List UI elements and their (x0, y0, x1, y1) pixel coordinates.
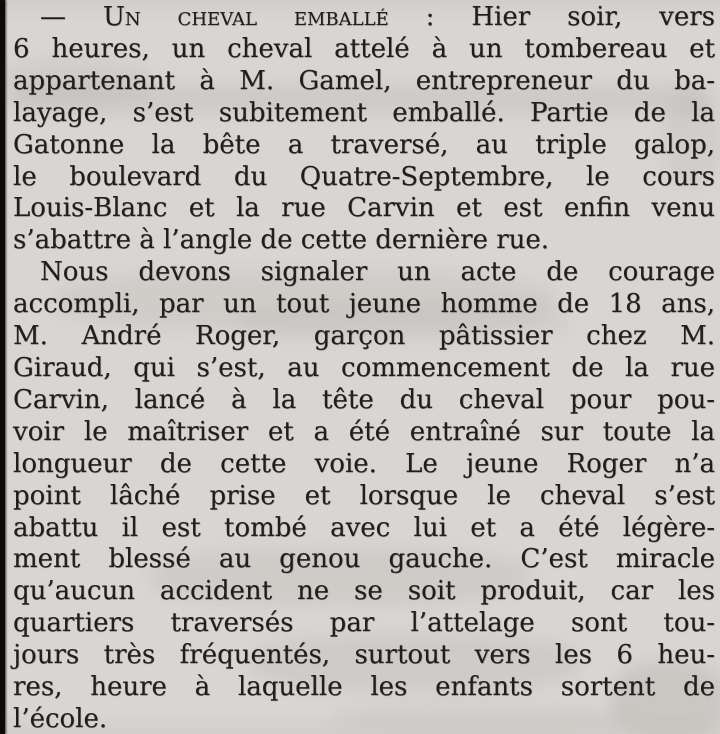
article-line: s’abattre à l’angle de cette dernière rue. (13, 225, 550, 256)
article-line: qu’aucun accident ne se soit produit, car les (13, 576, 715, 607)
article-line: jours très fréquentés, surtout vers les 6 heu- (13, 640, 715, 671)
article-line: longueur de cette voie. Le jeune Roger n’a (13, 448, 715, 479)
em-dash: — (40, 2, 66, 32)
article-headline-line (13, 2, 715, 34)
article-title: Un cheval emballé (102, 2, 389, 32)
column-rule (0, 0, 5, 734)
article-line: 6 heures, un cheval attelé à un tombereau et (13, 33, 715, 64)
article-line: accompli, par un tout jeune homme de 18 ans, (13, 289, 715, 320)
article-line-text: : Hier soir, vers (425, 2, 716, 32)
article-text (13, 2, 715, 734)
article-line: l’école. (13, 703, 108, 734)
article-line: voir le maîtriser et a été entraîné sur toute la (13, 416, 715, 447)
article-line: le boulevard du Quatre-Septembre, le cours (13, 161, 715, 192)
article-line: layage, s’est subitement emballé. Partie de la (13, 97, 715, 128)
article-line: abattu il est tombé avec lui et a été légère- (13, 512, 715, 543)
article-line: Gatonne la bête a traversé, au triple galop, (13, 129, 715, 160)
article-line: Nous devons signaler un acte de courage (40, 257, 715, 288)
article-line: quartiers traversés par l’attelage sont tou- (13, 608, 715, 639)
article-line: Carvin, lancé à la tête du cheval pour pou- (13, 384, 715, 415)
article-line: M. André Roger, garçon pâtissier chez M. (13, 321, 715, 352)
article-line: Giraud, qui s’est, au commencement de la rue (13, 352, 715, 383)
article-line: Louis-Blanc et la rue Carvin et est enfin venu (13, 193, 715, 224)
article-line: res, heure à laquelle les enfants sortent de (13, 672, 715, 703)
article-line: ment blessé au genou gauche. C’est miracle (13, 544, 715, 575)
article-line: point lâché prise et lorsque le cheval s’est (13, 480, 715, 511)
article-line: appartenant à M. Gamel, entrepreneur du ba- (13, 65, 715, 96)
